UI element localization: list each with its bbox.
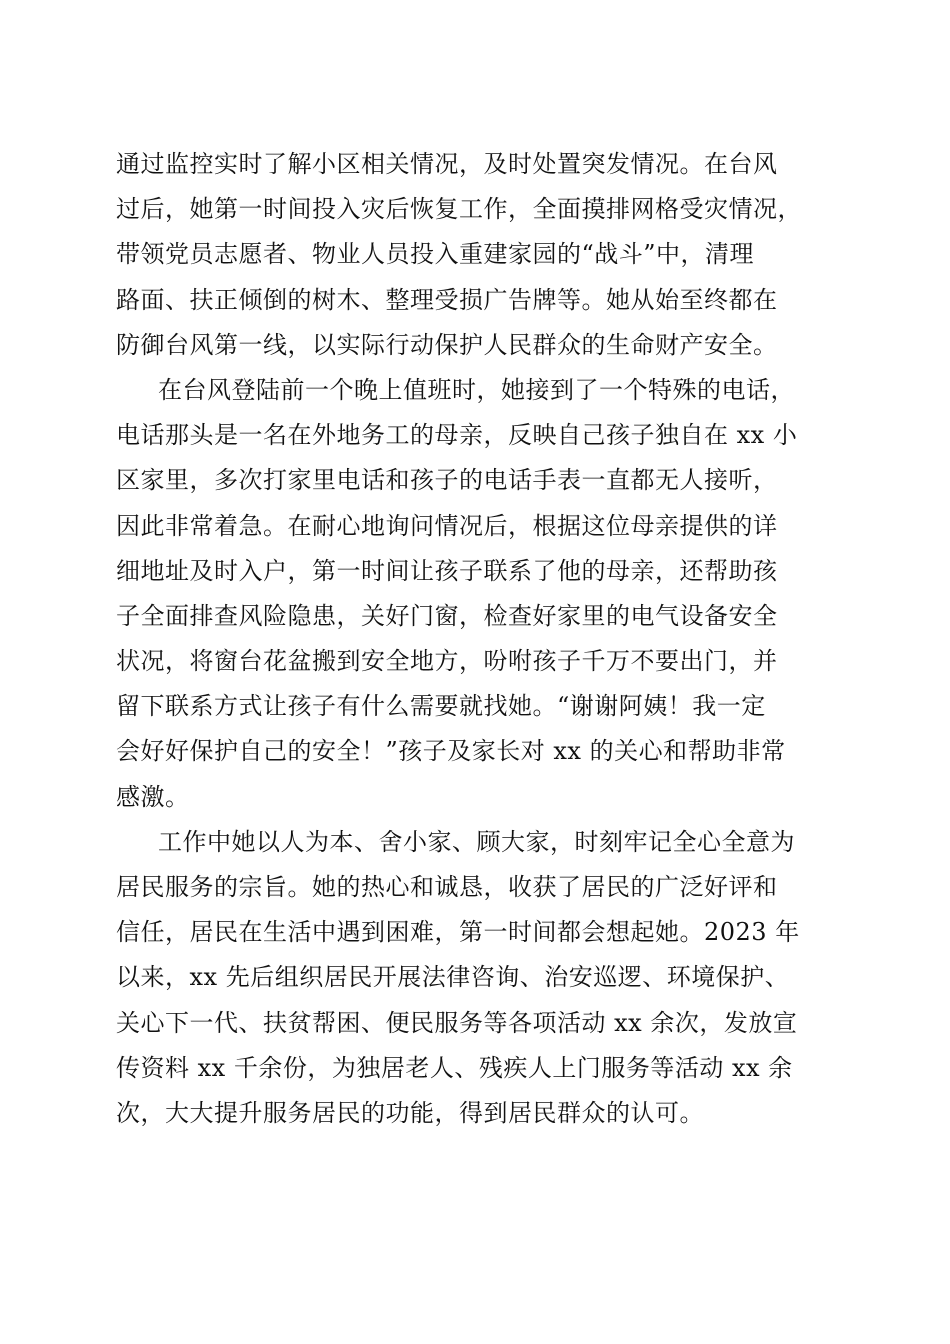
text-line: 居民服务的宗旨。她的热心和诚恳，收获了居民的广泛好评和: [116, 873, 778, 901]
text-line: 信任，居民在生活中遇到困难，第一时间都会想起她。2023 年: [116, 918, 800, 947]
text-line: 在台风登陆前一个晚上值班时，她接到了一个特殊的电话，: [158, 375, 795, 404]
text-line: 区家里，多次打家里电话和孩子的电话手表一直都无人接听，: [116, 466, 778, 495]
text-line: 状况，将窗台花盆搬到安全地方，吩咐孩子千万不要出门，并: [116, 647, 778, 676]
paragraph-2: [116, 368, 836, 820]
text-line: 电话那头是一名在外地务工的母亲，反映自己孩子独自在 xx 小: [116, 421, 798, 450]
text-line: 次，大大提升服务居民的功能，得到居民群众的认可。: [116, 1098, 704, 1127]
text-line: 因此非常着急。在耐心地询问情况后，根据这位母亲提供的详: [116, 511, 778, 540]
paragraph-1: [116, 142, 836, 368]
text-line: 带领党员志愿者、物业人员投入重建家园的“战斗”中，清理: [116, 240, 755, 269]
text-line: 会好好保护自己的安全！”孩子及家长对 xx 的关心和帮助非常: [116, 737, 786, 766]
text-line: 过后，她第一时间投入灾后恢复工作，全面摸排网格受灾情况，: [116, 195, 802, 224]
text-line: 工作中她以人为本、舍小家、顾大家，时刻牢记全心全意为: [158, 827, 795, 856]
text-line: 通过监控实时了解小区相关情况，及时处置突发情况。在台风: [116, 150, 778, 178]
text-line: 感激。: [116, 782, 190, 811]
text-line: 留下联系方式让孩子有什么需要就找她。“谢谢阿姨！我一定: [116, 692, 766, 721]
text-line: 以来，xx 先后组织居民开展法律咨询、治安巡逻、环境保护、: [116, 963, 790, 992]
text-line: 细地址及时入户，第一时间让孩子联系了他的母亲，还帮助孩: [116, 556, 778, 585]
text-line: 子全面排查风险隐患，关好门窗，检查好家里的电气设备安全: [116, 601, 778, 630]
text-line: 防御台风第一线，以实际行动保护人民群众的生命财产安全。: [116, 330, 778, 359]
text-line: 关心下一代、扶贫帮困、便民服务等各项活动 xx 余次，发放宣: [116, 1008, 798, 1037]
text-line: 路面、扶正倾倒的树木、整理受损广告牌等。她从始至终都在: [116, 285, 778, 314]
text-line: 传资料 xx 千余份，为独居老人、残疾人上门服务等活动 xx 余: [116, 1053, 793, 1082]
paragraph-3: [116, 820, 836, 1136]
document-body: [116, 142, 836, 1136]
